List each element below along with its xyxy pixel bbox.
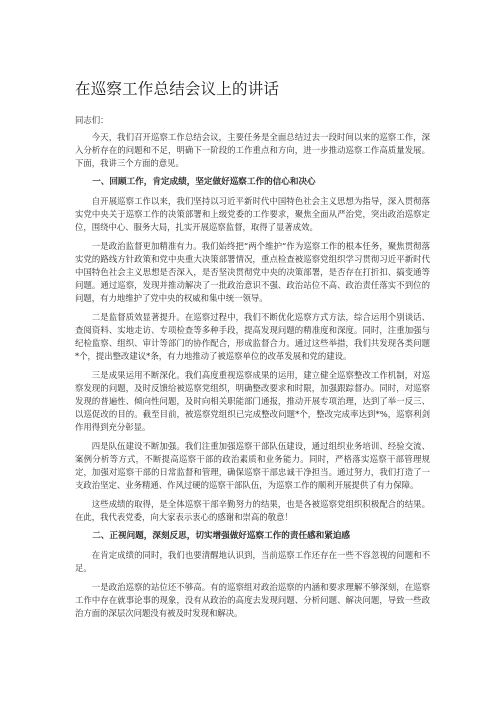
paragraph: 一是政治巡察的站位还不够高。有的巡察组对政治巡察的内涵和要求理解不够深刻，在巡察工作中存在就事论事的现象，没有从政治的高度去发现问题、分析问题、解决问题，导致一些政治方面的深层次问题没有被及时发现和解决。 [75, 582, 430, 618]
paragraph: 这些成绩的取得，是全体巡察干部辛勤努力的结果，也是各被巡察党组织积极配合的结果。在此，我代表党委，向大家表示衷心的感谢和崇高的敬意！ [75, 499, 430, 522]
paragraph: 三是成果运用不断深化。我们高度重视巡察成果的运用，建立健全巡察整改工作机制，对巡察发现的问题，及时反馈给被巡察党组织，明确整改要求和时限，加强跟踪督办。同时，对巡察发现的普遍性、倾向性问题，及时向相关职能部门通报，推动开展专项治理，达到了举一反三、以巡促改的目的。截至目前，被巡察党组织已完成整改问题*个，整改完成率达到*%，巡察利剑作用得到充分彰显。 [75, 370, 430, 432]
intro-paragraph: 今天，我们召开巡察工作总结会议，主要任务是全面总结过去一段时间以来的巡察工作，深入分析存在的问题和不足，明确下一阶段的工作重点和方向，进一步推动巡察工作高质量发展。下面，我讲三个方面的意见。 [75, 132, 430, 168]
paragraph: 二是监督质效显著提升。在巡察过程中，我们不断优化巡察方式方法，综合运用个别谈话、查阅资料、实地走访、专项检查等多种手段，提高发现问题的精准度和深度。同时，注重加强与纪检监察、组织、审计等部门的协作配合，形成监督合力。通过这些举措，我们共发现各类问题*个，提出整改建议*条，有力地推动了被巡察单位的改革发展和党的建设。 [75, 312, 430, 361]
paragraph: 四是队伍建设不断加强。我们注重加强巡察干部队伍建设，通过组织业务培训、经验交流、案例分析等方式，不断提高巡察干部的政治素质和业务能力。同时，严格落实巡察干部管理规定，加强对巡察干部的日常监督和管理，确保巡察干部忠诚干净担当。通过努力，我们打造了一支政治坚定、业务精通、作风过硬的巡察干部队伍，为巡察工作的顺利开展提供了有力保障。 [75, 441, 430, 490]
section-heading-1: 一、回顾工作，肯定成绩，坚定做好巡察工作的信心和决心 [92, 177, 316, 187]
section-heading-2: 二、正视问题，深刻反思，切实增强做好巡察工作的责任感和紧迫感 [92, 531, 351, 541]
paragraph: 在肯定成绩的同时，我们也要清醒地认识到，当前巡察工作还存在一些不容忽视的问题和不足。 [75, 550, 430, 573]
document-title: 在巡察工作总结会议上的讲话 [75, 80, 280, 98]
paragraph: 一是政治监督更加精准有力。我们始终把“两个维护”作为巡察工作的根本任务，聚焦贯彻落实党的路线方针政策和党中央重大决策部署情况，重点检查被巡察党组织学习贯彻习近平新时代中国特色社会主义思想是否深入，是否坚决贯彻党中央的决策部署，是否存在打折扣、搞变通等问题。通过巡察，发现并推动解决了一批政治意识不强、政治站位不高、政治责任落实不到位的问题，有力地维护了党中央的权威和集中统一领导。 [75, 241, 430, 303]
salutation: 同志们： [75, 115, 109, 125]
paragraph: 自开展巡察工作以来，我们坚持以习近平新时代中国特色社会主义思想为指导，深入贯彻落实党中央关于巡察工作的决策部署和上级党委的工作要求，聚焦全面从严治党，突出政治巡察定位，围绕中心、服务大局，扎实开展巡察监督，取得了显著成效。 [75, 196, 430, 232]
document-page [75, 68, 430, 626]
